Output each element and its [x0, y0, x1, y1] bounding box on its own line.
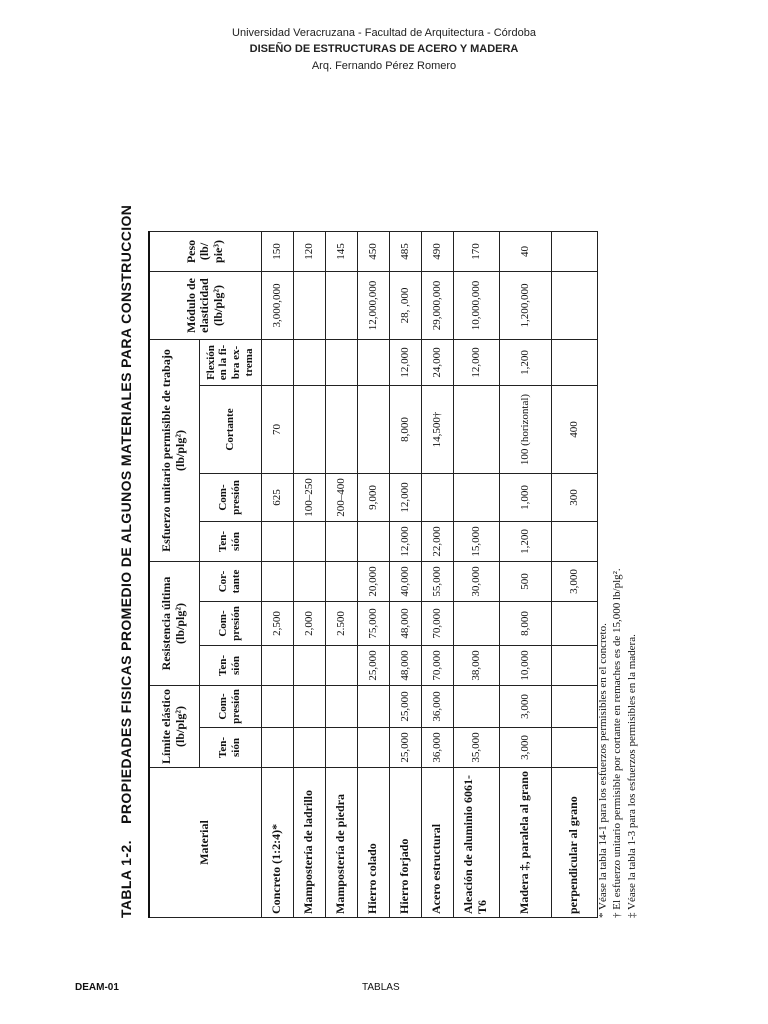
cell-u-t — [325, 646, 357, 686]
cell-e-t: 3,000 — [499, 728, 551, 768]
cell-a-s — [357, 386, 389, 474]
cell-a-s: 8,000 — [389, 386, 421, 474]
cell-u-t: 48,000 — [389, 646, 421, 686]
cell-a-f: 12,000 — [453, 340, 499, 386]
cell-u-t: 70,000 — [421, 646, 453, 686]
cell-u-c: 70,000 — [421, 602, 453, 646]
cell-material: Acero estructural — [421, 768, 453, 918]
table-row — [453, 232, 499, 918]
cell-modulus — [551, 272, 597, 340]
table-row — [389, 232, 421, 918]
cell-modulus: 1,200,000 — [499, 272, 551, 340]
footnote: ‡ Véase la tabla 1-3 para los esfuerzos permisibles en la madera. — [625, 634, 638, 918]
cell-weight: 40 — [499, 232, 551, 272]
table-footnotes — [596, 568, 639, 918]
cell-u-s: 55,000 — [421, 562, 453, 602]
cell-a-t: 1,200 — [499, 522, 551, 562]
header-row-groups — [149, 232, 199, 918]
cell-a-c: 200–400 — [325, 474, 357, 522]
cell-u-c: 75,000 — [357, 602, 389, 646]
group-elastic-header: Límite elástico (lb/plg²) — [149, 686, 199, 768]
cell-u-t: 38,000 — [453, 646, 499, 686]
cell-u-t: 25,000 — [357, 646, 389, 686]
cell-a-f: 24,000 — [421, 340, 453, 386]
cell-u-t — [261, 646, 293, 686]
footnote: † El esfuerzo unitario permisible por cortante en remaches es de 15,000 lb/plg². — [611, 568, 624, 918]
cell-a-c — [453, 474, 499, 522]
cell-modulus: 12,000,000 — [357, 272, 389, 340]
group-ultimate-header: Resistencia última (lb/plg²) — [149, 562, 199, 686]
cell-a-f — [261, 340, 293, 386]
cell-material: Hierro colado — [357, 768, 389, 918]
cell-e-c — [325, 686, 357, 728]
cell-a-f — [357, 340, 389, 386]
cell-e-c: 25,000 — [389, 686, 421, 728]
cell-material: Mampostería de piedra — [325, 768, 357, 918]
cell-e-c: 36,000 — [421, 686, 453, 728]
properties-table — [148, 231, 598, 918]
cell-a-t: 12,000 — [389, 522, 421, 562]
footer-section: TABLAS — [362, 982, 400, 993]
sub-elastic-tension: Ten- sión — [199, 728, 261, 768]
cell-material: Concreto (1:2:4)* — [261, 768, 293, 918]
cell-a-f — [293, 340, 325, 386]
cell-a-t — [357, 522, 389, 562]
cell-a-s: 14,500† — [421, 386, 453, 474]
cell-u-t — [551, 646, 597, 686]
table-row — [421, 232, 453, 918]
table-row — [551, 232, 597, 918]
header-author: Arq. Fernando Pérez Romero — [311, 60, 457, 72]
cell-e-t — [357, 728, 389, 768]
cell-a-c: 300 — [551, 474, 597, 522]
sub-allowable-tension: Ten- sión — [199, 522, 261, 562]
cell-e-t — [551, 728, 597, 768]
cell-a-f: 12,000 — [389, 340, 421, 386]
cell-u-c: 48,000 — [389, 602, 421, 646]
cell-a-c: 1,000 — [499, 474, 551, 522]
col-material-header: Material — [149, 768, 261, 918]
cell-e-t — [325, 728, 357, 768]
cell-modulus — [325, 272, 357, 340]
col-weight-header: Peso (lb/ pie³) — [149, 232, 261, 272]
cell-modulus — [293, 272, 325, 340]
cell-u-t: 10,000 — [499, 646, 551, 686]
cell-material: Hierro forjado — [389, 768, 421, 918]
cell-weight: 120 — [293, 232, 325, 272]
cell-u-c: 2,000 — [293, 602, 325, 646]
cell-a-t: 15,000 — [453, 522, 499, 562]
table-title — [118, 118, 134, 918]
cell-weight: 490 — [421, 232, 453, 272]
cell-u-s — [293, 562, 325, 602]
header-university: Universidad Veracruzana - Facultad de Arquitectura - Córdoba — [232, 27, 536, 39]
cell-weight — [551, 232, 597, 272]
cell-u-c: 2,500 — [261, 602, 293, 646]
table-title-text: PROPIEDADES FISICAS PROMEDIO DE ALGUNOS MATERIALES PARA CONSTRUCCION — [118, 204, 134, 824]
cell-e-t — [293, 728, 325, 768]
footnote: * Véase la tabla 14-1 para los esfuerzos permisibles en el concreto. — [597, 623, 609, 918]
cell-a-s — [293, 386, 325, 474]
sub-elastic-compression: Com- presión — [199, 686, 261, 728]
sub-ultimate-shear: Cor- tante — [199, 562, 261, 602]
sub-allowable-shear: Cortante — [199, 386, 261, 474]
cell-weight: 150 — [261, 232, 293, 272]
cell-u-s: 30,000 — [453, 562, 499, 602]
cell-u-s: 3,000 — [551, 562, 597, 602]
cell-a-f — [551, 340, 597, 386]
cell-a-s: 70 — [261, 386, 293, 474]
sub-allowable-compression: Com- presión — [199, 474, 261, 522]
cell-a-c: 625 — [261, 474, 293, 522]
cell-weight: 450 — [357, 232, 389, 272]
cell-a-t — [293, 522, 325, 562]
cell-a-s: 100 (horizontal) — [499, 386, 551, 474]
col-modulus-header: Módulo de elasticidad (lb/plg²) — [149, 272, 261, 340]
cell-weight: 145 — [325, 232, 357, 272]
cell-u-c — [453, 602, 499, 646]
cell-e-t: 36,000 — [421, 728, 453, 768]
rotated-table-sheet — [118, 118, 638, 918]
cell-material: Madera ‡, paralela al grano — [499, 768, 551, 918]
cell-weight: 170 — [453, 232, 499, 272]
cell-u-s — [261, 562, 293, 602]
table-row — [357, 232, 389, 918]
sub-ultimate-tension: Ten- sión — [199, 646, 261, 686]
cell-e-c — [453, 686, 499, 728]
cell-a-c: 9,000 — [357, 474, 389, 522]
footer-code: DEAM-01 — [75, 982, 119, 993]
cell-material: perpendicular al grano — [551, 768, 597, 918]
cell-u-t — [293, 646, 325, 686]
cell-material: Aleación de aluminio 6061-T6 — [453, 768, 499, 918]
cell-u-c: 2.500 — [325, 602, 357, 646]
cell-a-t — [551, 522, 597, 562]
cell-e-t: 35,000 — [453, 728, 499, 768]
cell-modulus: 3,000,000 — [261, 272, 293, 340]
sub-ultimate-compression: Com- presión — [199, 602, 261, 646]
table-row — [499, 232, 551, 918]
cell-a-f — [325, 340, 357, 386]
table-row — [293, 232, 325, 918]
cell-a-c: 12,000 — [389, 474, 421, 522]
cell-weight: 485 — [389, 232, 421, 272]
cell-a-s — [453, 386, 499, 474]
table-number: TABLA 1-2. — [118, 840, 134, 918]
table-row — [261, 232, 293, 918]
cell-e-c: 3,000 — [499, 686, 551, 728]
cell-a-c — [421, 474, 453, 522]
cell-e-c — [551, 686, 597, 728]
cell-a-c: 100–250 — [293, 474, 325, 522]
cell-modulus: 10,000,000 — [453, 272, 499, 340]
cell-e-c — [261, 686, 293, 728]
cell-u-s: 500 — [499, 562, 551, 602]
cell-u-c: 8,000 — [499, 602, 551, 646]
cell-a-t — [325, 522, 357, 562]
cell-u-s — [325, 562, 357, 602]
cell-a-s — [325, 386, 357, 474]
cell-u-c — [551, 602, 597, 646]
cell-a-t: 22,000 — [421, 522, 453, 562]
cell-e-c — [293, 686, 325, 728]
table-row — [325, 232, 357, 918]
cell-u-s: 20,000 — [357, 562, 389, 602]
cell-modulus: 28, ,000 — [389, 272, 421, 340]
cell-modulus: 29,000,000 — [421, 272, 453, 340]
cell-e-t: 25,000 — [389, 728, 421, 768]
cell-material: Mampostería de ladrillo — [293, 768, 325, 918]
cell-u-s: 40,000 — [389, 562, 421, 602]
cell-e-t — [261, 728, 293, 768]
cell-a-t — [261, 522, 293, 562]
cell-e-c — [357, 686, 389, 728]
cell-a-f: 1,200 — [499, 340, 551, 386]
cell-a-s: 400 — [551, 386, 597, 474]
group-allowable-header: Esfuerzo unitario permisible de trabajo (lb/plg²) — [149, 340, 199, 562]
header-course: DISEÑO DE ESTRUCTURAS DE ACERO Y MADERA — [249, 43, 519, 55]
sub-allowable-flexion: Flexión en la fi- bra ex- trema — [199, 340, 261, 386]
